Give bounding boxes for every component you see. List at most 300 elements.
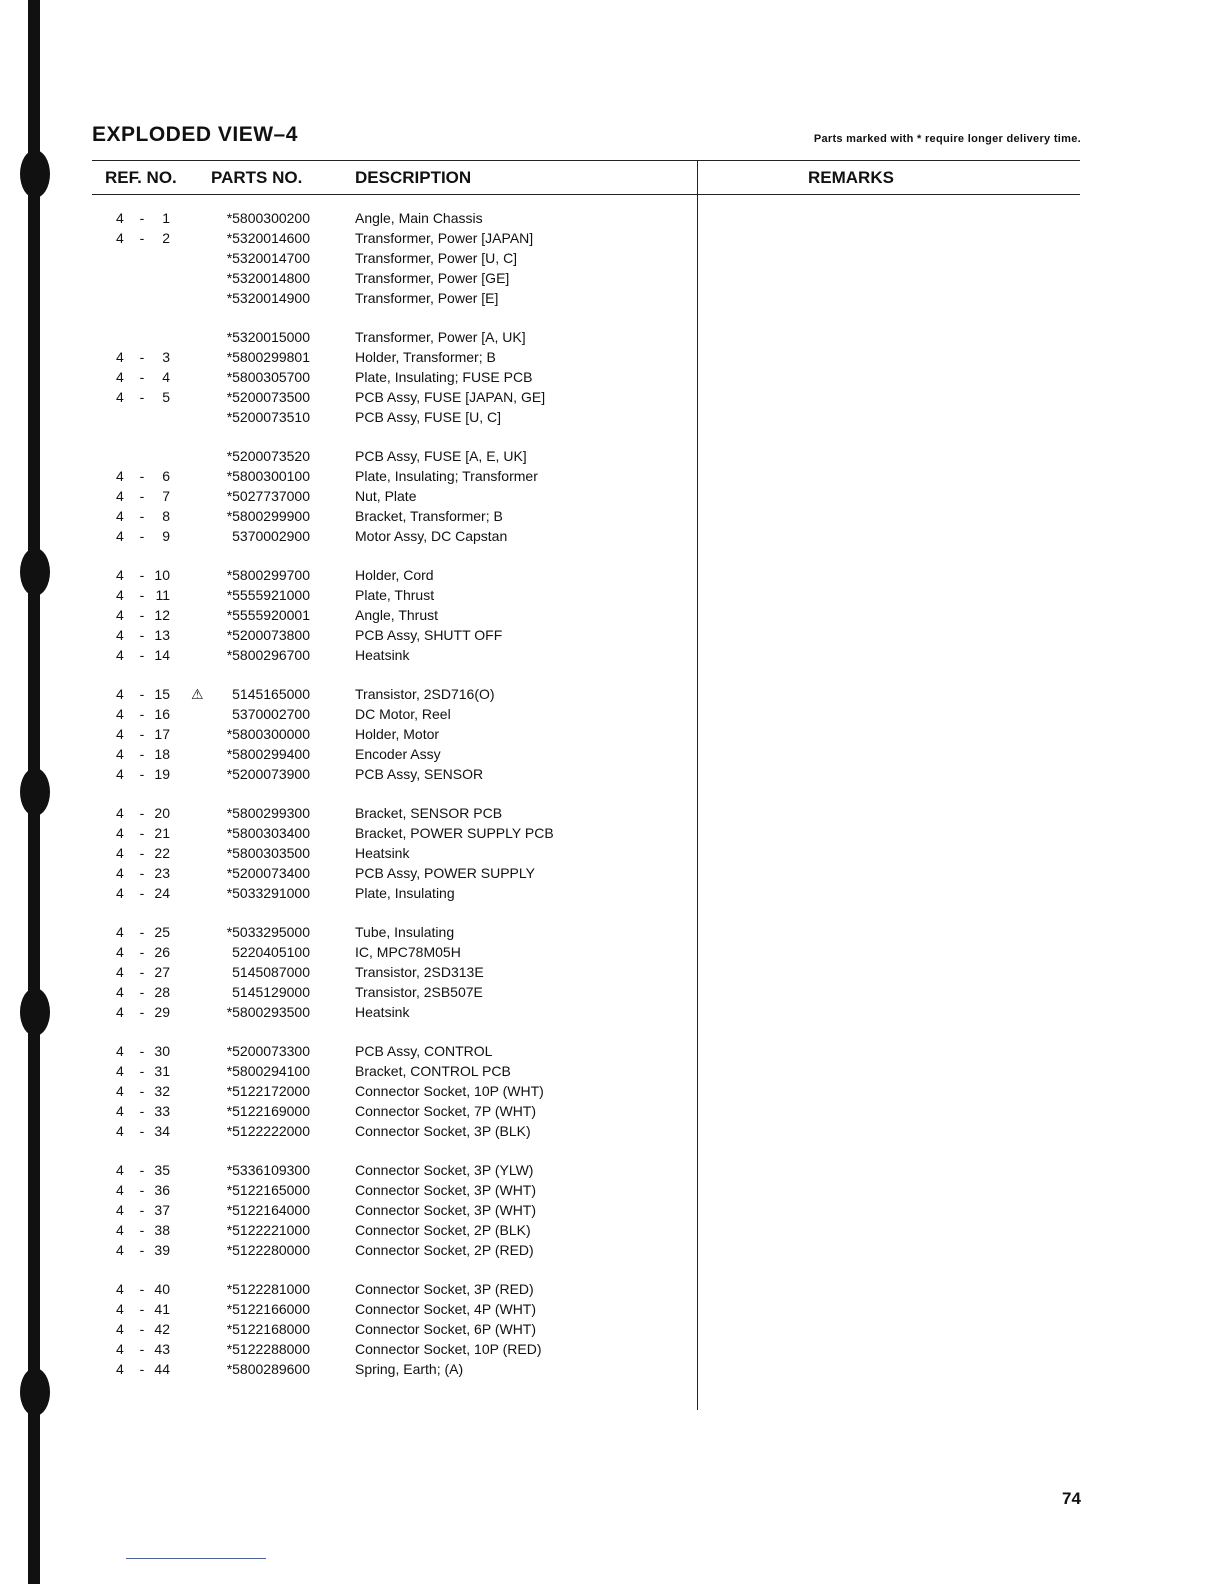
ref-dash: - <box>139 210 145 226</box>
ref-dash: - <box>139 1043 145 1059</box>
table-row <box>0 506 1224 526</box>
part-description: Heatsink <box>355 845 410 861</box>
ref-dash: - <box>139 567 145 583</box>
table-row <box>0 922 1224 942</box>
part-description: PCB Assy, FUSE [JAPAN, GE] <box>355 389 546 405</box>
ref-dash: - <box>139 508 145 524</box>
part-number: *5800300200 <box>226 210 310 226</box>
table-row <box>0 1279 1224 1299</box>
column-header-remarks: REMARKS <box>808 168 894 187</box>
column-header-parts-no: PARTS NO. <box>211 168 303 187</box>
part-number: 5145129000 <box>232 984 310 1000</box>
part-description: Transformer, Power [A, UK] <box>355 329 526 345</box>
ref-number: 26 <box>154 944 170 960</box>
ref-no-cell <box>100 1160 170 1180</box>
ref-dash: - <box>139 528 145 544</box>
part-description: Connector Socket, 3P (YLW) <box>355 1162 534 1178</box>
ref-number: 27 <box>154 964 170 980</box>
ref-prefix: 4 <box>116 944 124 960</box>
table-row <box>0 1359 1224 1379</box>
ref-no-cell <box>100 982 170 1002</box>
ref-no-cell <box>100 1061 170 1081</box>
ref-no-cell <box>100 288 170 308</box>
ref-prefix: 4 <box>116 845 124 861</box>
ref-no-cell <box>100 605 170 625</box>
part-description: Plate, Insulating; FUSE PCB <box>355 369 533 385</box>
part-number: *5800296700 <box>226 647 310 663</box>
ref-no-cell <box>100 387 170 407</box>
table-row <box>0 1081 1224 1101</box>
ref-dash: - <box>139 944 145 960</box>
group-spacer <box>0 427 1224 446</box>
ref-number: 32 <box>154 1083 170 1099</box>
ref-dash: - <box>139 1162 145 1178</box>
table-row <box>0 446 1224 466</box>
ref-number: 22 <box>154 845 170 861</box>
ref-prefix: 4 <box>116 1182 124 1198</box>
part-description: Bracket, SENSOR PCB <box>355 805 503 821</box>
table-row <box>0 565 1224 585</box>
ref-dash: - <box>139 924 145 940</box>
ref-dash: - <box>139 1182 145 1198</box>
ref-no-cell <box>100 327 170 347</box>
ref-number: 43 <box>154 1341 170 1357</box>
ref-number: 44 <box>154 1361 170 1377</box>
ref-prefix: 4 <box>116 369 124 385</box>
part-description: PCB Assy, SHUTT OFF <box>355 627 503 643</box>
ref-no-cell <box>100 486 170 506</box>
table-row <box>0 1240 1224 1260</box>
ref-number: 40 <box>154 1281 170 1297</box>
ref-no-cell <box>100 526 170 546</box>
part-description: PCB Assy, CONTROL <box>355 1043 493 1059</box>
ref-no-cell <box>100 565 170 585</box>
part-number: *5122168000 <box>226 1321 310 1337</box>
ref-number: 11 <box>155 587 170 603</box>
ref-dash: - <box>139 805 145 821</box>
part-description: Connector Socket, 4P (WHT) <box>355 1301 537 1317</box>
ref-number: 15 <box>154 686 170 702</box>
table-row <box>0 1299 1224 1319</box>
table-row <box>0 1200 1224 1220</box>
part-number: *5320014700 <box>226 250 310 266</box>
ref-prefix: 4 <box>116 587 124 603</box>
delivery-note: Parts marked with * require longer delivery time. <box>813 133 1081 145</box>
part-number: *5122165000 <box>226 1182 310 1198</box>
part-description: Connector Socket, 3P (RED) <box>355 1281 534 1297</box>
ref-no-cell <box>100 625 170 645</box>
ref-number: 18 <box>154 746 170 762</box>
table-row <box>0 625 1224 645</box>
table-row <box>0 962 1224 982</box>
part-description: Angle, Thrust <box>355 607 439 623</box>
ref-dash: - <box>139 587 145 603</box>
ref-number: 12 <box>154 607 170 623</box>
ref-no-cell <box>100 1041 170 1061</box>
part-number: *5800300100 <box>226 468 310 484</box>
ref-number: 6 <box>162 468 170 484</box>
ref-number: 30 <box>154 1043 170 1059</box>
ref-number: 37 <box>154 1202 170 1218</box>
ref-no-cell <box>100 843 170 863</box>
ref-dash: - <box>139 1361 145 1377</box>
ref-dash: - <box>139 686 145 702</box>
ref-dash: - <box>139 766 145 782</box>
table-row <box>0 803 1224 823</box>
footer-rule <box>126 1558 266 1559</box>
ref-prefix: 4 <box>116 349 124 365</box>
ref-no-cell <box>100 863 170 883</box>
ref-prefix: 4 <box>116 964 124 980</box>
ref-number: 35 <box>154 1162 170 1178</box>
ref-number: 24 <box>154 885 170 901</box>
ref-no-cell <box>100 1200 170 1220</box>
ref-dash: - <box>139 1321 145 1337</box>
ref-prefix: 4 <box>116 210 124 226</box>
ref-no-cell <box>100 744 170 764</box>
ref-dash: - <box>139 349 145 365</box>
ref-no-cell <box>100 1240 170 1260</box>
part-description: Connector Socket, 3P (WHT) <box>355 1182 537 1198</box>
part-number: *5122222000 <box>226 1123 310 1139</box>
ref-number: 25 <box>154 924 170 940</box>
part-number: *5200073900 <box>226 766 310 782</box>
part-description: Holder, Motor <box>355 726 440 742</box>
ref-prefix: 4 <box>116 1281 124 1297</box>
header-bottom-rule <box>92 194 1080 195</box>
ref-prefix: 4 <box>116 726 124 742</box>
part-number: *5800289600 <box>226 1361 310 1377</box>
ref-number: 34 <box>154 1123 170 1139</box>
ref-no-cell <box>100 1101 170 1121</box>
part-description: Connector Socket, 6P (WHT) <box>355 1321 537 1337</box>
ref-number: 16 <box>154 706 170 722</box>
table-row <box>0 1101 1224 1121</box>
part-description: PCB Assy, FUSE [A, E, UK] <box>355 448 527 464</box>
ref-dash: - <box>139 1222 145 1238</box>
table-row <box>0 1319 1224 1339</box>
part-number: *5800305700 <box>226 369 310 385</box>
table-row <box>0 744 1224 764</box>
ref-dash: - <box>139 1202 145 1218</box>
table-row <box>0 228 1224 248</box>
part-description: Connector Socket, 2P (BLK) <box>355 1222 531 1238</box>
table-row <box>0 1180 1224 1200</box>
part-description: Connector Socket, 10P (RED) <box>355 1341 542 1357</box>
ref-no-cell <box>100 585 170 605</box>
table-row <box>0 268 1224 288</box>
part-description: Tube, Insulating <box>355 924 455 940</box>
page-title: EXPLODED VIEW–4 <box>92 123 298 146</box>
part-number: *5336109300 <box>226 1162 310 1178</box>
part-description: Plate, Insulating <box>355 885 455 901</box>
part-number: 5220405100 <box>232 944 310 960</box>
part-number: *5800294100 <box>226 1063 310 1079</box>
ref-prefix: 4 <box>116 1162 124 1178</box>
ref-prefix: 4 <box>116 1202 124 1218</box>
table-row <box>0 327 1224 347</box>
part-description: Connector Socket, 2P (RED) <box>355 1242 534 1258</box>
part-number: *5800299900 <box>226 508 310 524</box>
table-row <box>0 1061 1224 1081</box>
ref-prefix: 4 <box>116 607 124 623</box>
ref-number: 2 <box>162 230 170 246</box>
part-number: *5122172000 <box>226 1083 310 1099</box>
ref-dash: - <box>139 865 145 881</box>
ref-no-cell <box>100 942 170 962</box>
part-description: Holder, Transformer; B <box>355 349 496 365</box>
table-row <box>0 347 1224 367</box>
part-number: *5320014800 <box>226 270 310 286</box>
ref-no-cell <box>100 466 170 486</box>
ref-prefix: 4 <box>116 1222 124 1238</box>
table-row <box>0 1339 1224 1359</box>
group-spacer <box>0 1022 1224 1041</box>
ref-prefix: 4 <box>116 1242 124 1258</box>
table-row <box>0 526 1224 546</box>
part-description: Bracket, POWER SUPPLY PCB <box>355 825 554 841</box>
ref-number: 3 <box>162 349 170 365</box>
ref-dash: - <box>139 1281 145 1297</box>
ref-no-cell <box>100 1359 170 1379</box>
table-row <box>0 208 1224 228</box>
ref-dash: - <box>139 1063 145 1079</box>
ref-dash: - <box>139 607 145 623</box>
part-description: Transformer, Power [E] <box>355 290 499 306</box>
table-row <box>0 466 1224 486</box>
ref-number: 21 <box>154 825 170 841</box>
ref-prefix: 4 <box>116 1083 124 1099</box>
part-description: Connector Socket, 10P (WHT) <box>355 1083 544 1099</box>
part-description: Angle, Main Chassis <box>355 210 483 226</box>
part-description: Holder, Cord <box>355 567 434 583</box>
part-description: Plate, Thrust <box>355 587 435 603</box>
ref-dash: - <box>139 230 145 246</box>
group-spacer <box>0 1260 1224 1279</box>
table-row <box>0 248 1224 268</box>
table-row <box>0 1041 1224 1061</box>
table-row <box>0 724 1224 744</box>
ref-dash: - <box>139 746 145 762</box>
ref-no-cell <box>100 208 170 228</box>
table-row <box>0 883 1224 903</box>
ref-no-cell <box>100 367 170 387</box>
part-number: *5122288000 <box>226 1341 310 1357</box>
column-header-ref-no: REF. NO. <box>105 168 177 187</box>
ref-number: 17 <box>154 726 170 742</box>
ref-no-cell <box>100 823 170 843</box>
ref-number: 1 <box>162 210 170 226</box>
ref-no-cell <box>100 248 170 268</box>
part-number: *5800299801 <box>226 349 310 365</box>
table-row <box>0 585 1224 605</box>
ref-dash: - <box>139 964 145 980</box>
ref-number: 13 <box>154 627 170 643</box>
ref-number: 7 <box>162 488 170 504</box>
group-spacer <box>0 308 1224 327</box>
ref-dash: - <box>139 845 145 861</box>
part-number: 5370002900 <box>232 528 310 544</box>
table-row <box>0 1121 1224 1141</box>
ref-no-cell <box>100 684 170 704</box>
ref-prefix: 4 <box>116 984 124 1000</box>
ref-no-cell <box>100 506 170 526</box>
page-number: 74 <box>1062 1489 1081 1508</box>
part-description: IC, MPC78M05H <box>355 944 461 960</box>
ref-number: 14 <box>154 647 170 663</box>
ref-number: 33 <box>154 1103 170 1119</box>
ref-prefix: 4 <box>116 647 124 663</box>
part-number: 5145165000 <box>232 686 310 702</box>
ref-no-cell <box>100 347 170 367</box>
part-description: Transformer, Power [GE] <box>355 270 510 286</box>
table-row <box>0 387 1224 407</box>
ref-prefix: 4 <box>116 1341 124 1357</box>
safety-warning-icon: ⚠ <box>191 686 204 702</box>
ref-number: 4 <box>162 369 170 385</box>
ref-number: 20 <box>154 805 170 821</box>
ref-dash: - <box>139 1103 145 1119</box>
ref-number: 19 <box>154 766 170 782</box>
part-number: *5033291000 <box>226 885 310 901</box>
ref-prefix: 4 <box>116 627 124 643</box>
ref-prefix: 4 <box>116 686 124 702</box>
part-number: *5320014600 <box>226 230 310 246</box>
part-description: Nut, Plate <box>355 488 417 504</box>
ref-number: 9 <box>162 528 170 544</box>
part-description: Motor Assy, DC Capstan <box>355 528 508 544</box>
part-number: *5027737000 <box>226 488 310 504</box>
table-row <box>0 645 1224 665</box>
part-number: *5122280000 <box>226 1242 310 1258</box>
ref-no-cell <box>100 1279 170 1299</box>
part-number: *5033295000 <box>226 924 310 940</box>
part-description: Heatsink <box>355 647 410 663</box>
group-spacer <box>0 903 1224 922</box>
part-number: *5122164000 <box>226 1202 310 1218</box>
ref-prefix: 4 <box>116 1301 124 1317</box>
part-number: *5800293500 <box>226 1004 310 1020</box>
ref-no-cell <box>100 1299 170 1319</box>
parts-list <box>0 208 1224 1379</box>
table-row <box>0 764 1224 784</box>
part-description: Connector Socket, 7P (WHT) <box>355 1103 537 1119</box>
table-row <box>0 684 1224 704</box>
ref-prefix: 4 <box>116 1361 124 1377</box>
ref-number: 29 <box>154 1004 170 1020</box>
table-row <box>0 407 1224 427</box>
ref-dash: - <box>139 706 145 722</box>
ref-number: 42 <box>154 1321 170 1337</box>
table-row <box>0 288 1224 308</box>
ref-dash: - <box>139 1301 145 1317</box>
ref-prefix: 4 <box>116 468 124 484</box>
ref-no-cell <box>100 1002 170 1022</box>
part-description: Plate, Insulating; Transformer <box>355 468 538 484</box>
ref-dash: - <box>139 984 145 1000</box>
table-row <box>0 863 1224 883</box>
part-number: *5800303400 <box>226 825 310 841</box>
ref-number: 5 <box>162 389 170 405</box>
ref-no-cell <box>100 228 170 248</box>
group-spacer <box>0 546 1224 565</box>
ref-number: 36 <box>154 1182 170 1198</box>
ref-dash: - <box>139 369 145 385</box>
part-description: Connector Socket, 3P (BLK) <box>355 1123 531 1139</box>
part-description: PCB Assy, FUSE [U, C] <box>355 409 501 425</box>
part-number: *5800299700 <box>226 567 310 583</box>
part-description: PCB Assy, SENSOR <box>355 766 484 782</box>
ref-no-cell <box>100 446 170 466</box>
table-row <box>0 1002 1224 1022</box>
group-spacer <box>0 1141 1224 1160</box>
part-number: *5320014900 <box>226 290 310 306</box>
ref-prefix: 4 <box>116 488 124 504</box>
ref-prefix: 4 <box>116 1063 124 1079</box>
ref-prefix: 4 <box>116 567 124 583</box>
table-row <box>0 704 1224 724</box>
ref-number: 41 <box>154 1301 170 1317</box>
part-number: *5555920001 <box>226 607 310 623</box>
ref-no-cell <box>100 268 170 288</box>
ref-no-cell <box>100 645 170 665</box>
ref-dash: - <box>139 885 145 901</box>
ref-number: 39 <box>154 1242 170 1258</box>
part-description: Transformer, Power [JAPAN] <box>355 230 534 246</box>
ref-prefix: 4 <box>116 1103 124 1119</box>
ref-prefix: 4 <box>116 230 124 246</box>
part-description: Connector Socket, 3P (WHT) <box>355 1202 537 1218</box>
ref-no-cell <box>100 803 170 823</box>
ref-number: 8 <box>162 508 170 524</box>
part-number: *5122169000 <box>226 1103 310 1119</box>
ref-dash: - <box>139 468 145 484</box>
ref-number: 28 <box>154 984 170 1000</box>
part-description: Transistor, 2SD313E <box>355 964 484 980</box>
ref-prefix: 4 <box>116 1321 124 1337</box>
ref-number: 38 <box>154 1222 170 1238</box>
part-number: 5145087000 <box>232 964 310 980</box>
ref-dash: - <box>139 726 145 742</box>
table-row <box>0 843 1224 863</box>
ref-dash: - <box>139 488 145 504</box>
part-number: *5320015000 <box>226 329 310 345</box>
ref-no-cell <box>100 883 170 903</box>
ref-no-cell <box>100 1220 170 1240</box>
punch-hole <box>20 150 50 198</box>
ref-number: 23 <box>154 865 170 881</box>
part-description: Transistor, 2SD716(O) <box>355 686 495 702</box>
part-number: *5200073400 <box>226 865 310 881</box>
ref-dash: - <box>139 389 145 405</box>
ref-dash: - <box>139 1341 145 1357</box>
part-number: *5200073520 <box>226 448 310 464</box>
table-row <box>0 367 1224 387</box>
table-row <box>0 1160 1224 1180</box>
part-description: Transformer, Power [U, C] <box>355 250 518 266</box>
ref-dash: - <box>139 1123 145 1139</box>
part-number: *5800299400 <box>226 746 310 762</box>
column-header-description: DESCRIPTION <box>355 168 472 187</box>
part-description: Encoder Assy <box>355 746 441 762</box>
ref-no-cell <box>100 724 170 744</box>
part-description: Spring, Earth; (A) <box>355 1361 464 1377</box>
ref-prefix: 4 <box>116 706 124 722</box>
ref-number: 31 <box>154 1063 170 1079</box>
ref-prefix: 4 <box>116 1043 124 1059</box>
part-number: *5122166000 <box>226 1301 310 1317</box>
ref-prefix: 4 <box>116 1004 124 1020</box>
